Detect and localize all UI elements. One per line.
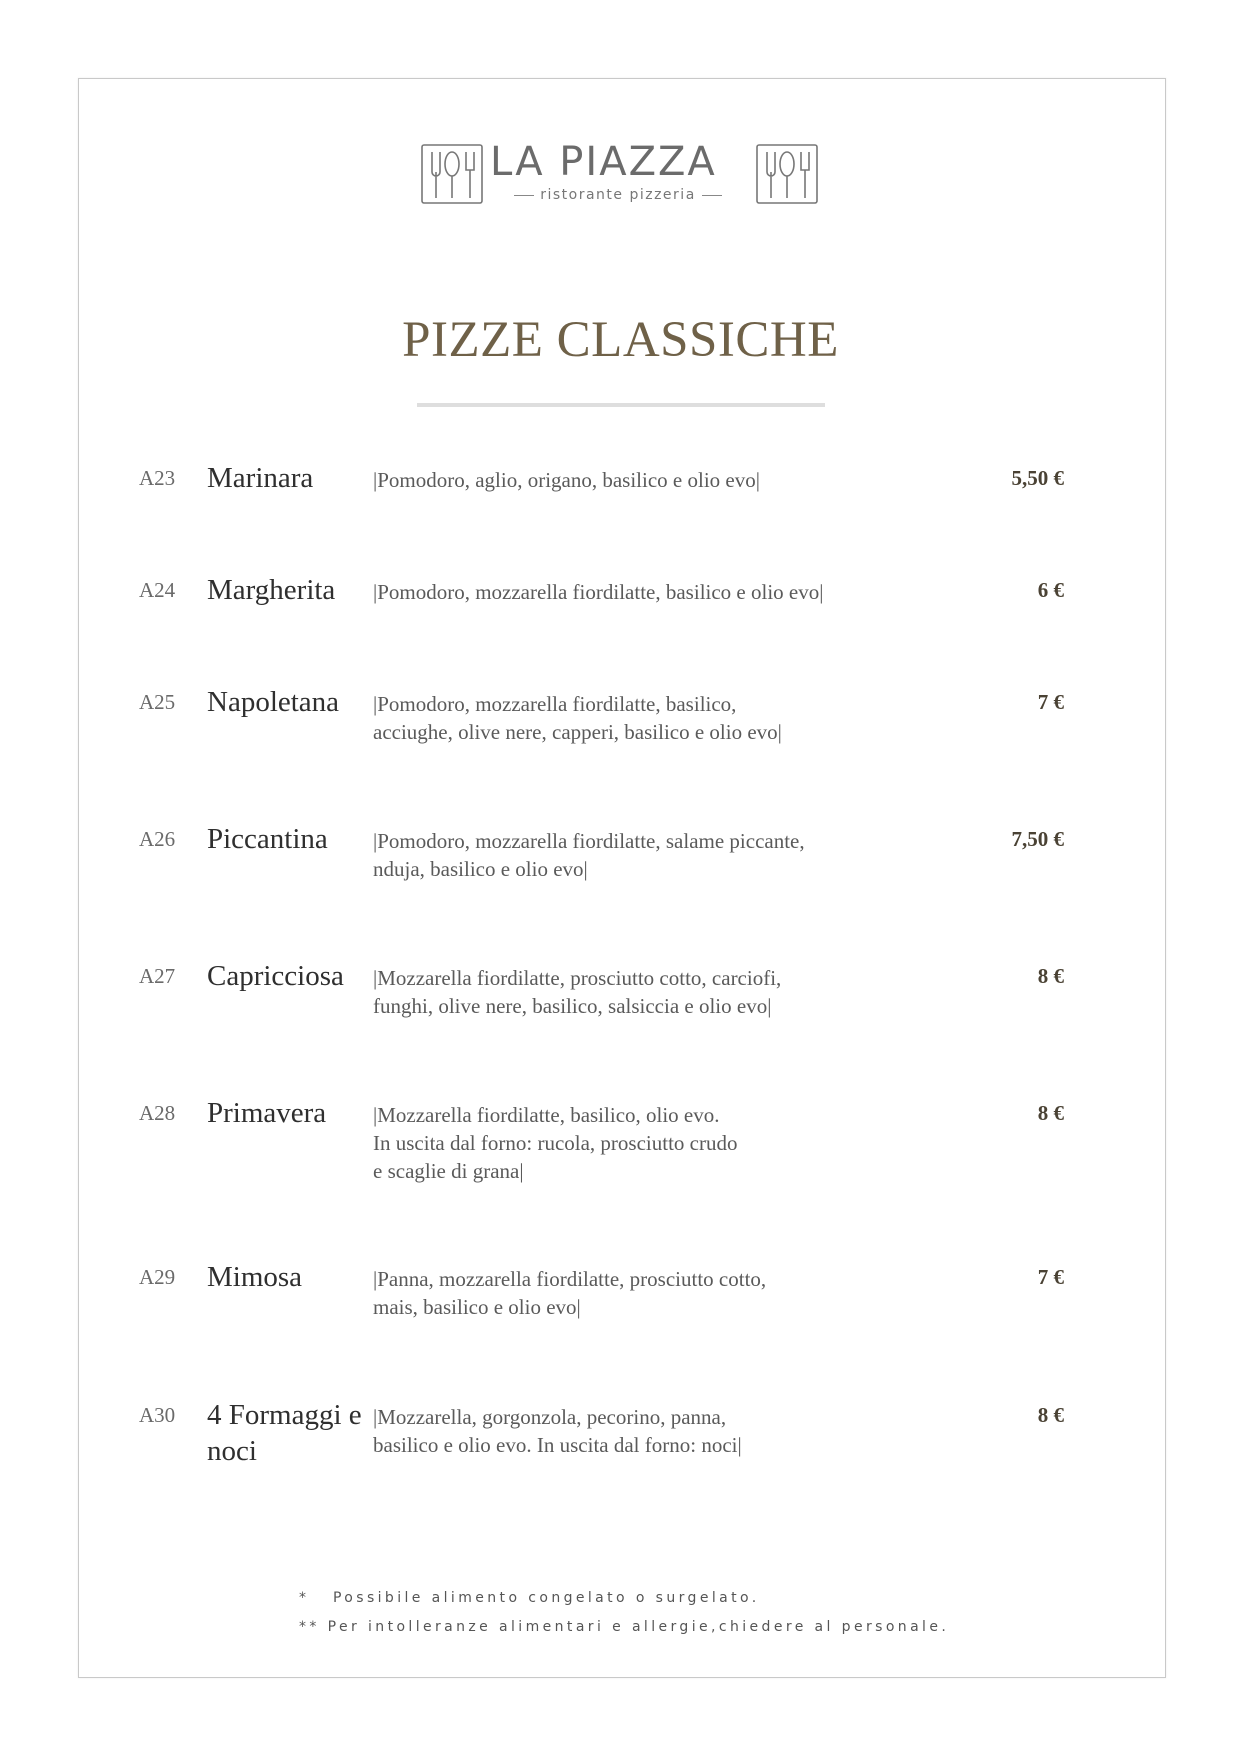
item-name: 4 Formaggi e noci xyxy=(207,1399,362,1467)
logo-subtitle: ristorante pizzeria xyxy=(492,187,744,203)
footnote-frozen: * Possibile alimento congelato o surgelato. xyxy=(299,1590,760,1606)
item-code: A28 xyxy=(139,1101,176,1125)
item-name: Marinara xyxy=(207,462,314,494)
item-code: A26 xyxy=(139,827,176,851)
logo-title: LA PIAZZA xyxy=(490,139,717,185)
item-price: 7,50 € xyxy=(1011,827,1064,851)
item-price: 7 € xyxy=(1037,690,1064,714)
item-price: 8 € xyxy=(1037,1101,1064,1125)
item-description: |Mozzarella, gorgonzola, pecorino, panna, basilico e olio evo. In uscita dal forno: noci| xyxy=(373,1405,742,1457)
item-price: 8 € xyxy=(1037,964,1064,988)
item-code: A30 xyxy=(139,1403,176,1427)
item-name: Primavera xyxy=(207,1097,327,1129)
item-name: Napoletana xyxy=(207,686,340,718)
item-code: A29 xyxy=(139,1265,176,1289)
item-code: A23 xyxy=(139,466,176,490)
item-name: Mimosa xyxy=(207,1261,303,1293)
item-code: A24 xyxy=(139,578,176,602)
item-price: 8 € xyxy=(1037,1403,1064,1427)
restaurant-logo xyxy=(0,139,1241,208)
item-name: Piccantina xyxy=(207,823,328,855)
item-description: |Mozzarella fiordilatte, prosciutto cotto, carciofi, funghi, olive nere, basilico, salsiccia e olio evo| xyxy=(373,966,782,1018)
item-description: |Pomodoro, mozzarella fiordilatte, salame piccante, nduja, basilico e olio evo| xyxy=(373,829,805,881)
footnote-allergies: ** Per intolleranze alimentari e allergie,chiedere al personale. xyxy=(299,1619,950,1635)
item-price: 7 € xyxy=(1037,1265,1064,1289)
footnotes xyxy=(299,1584,949,1642)
item-name: Capricciosa xyxy=(207,960,344,992)
item-description: |Pomodoro, aglio, origano, basilico e olio evo| xyxy=(373,468,760,492)
item-description: |Panna, mozzarella fiordilatte, prosciutto cotto, mais, basilico e olio evo| xyxy=(373,1267,767,1319)
item-description: |Mozzarella fiordilatte, basilico, olio evo. In uscita dal forno: rucola, prosciutto crudo e scaglie di grana| xyxy=(373,1103,738,1183)
item-description: |Pomodoro, mozzarella fiordilatte, basilico, acciughe, olive nere, capperi, basilico e olio evo| xyxy=(373,692,782,744)
page-title: PIZZE CLASSICHE xyxy=(402,312,839,368)
item-code: A27 xyxy=(139,964,176,988)
title-divider xyxy=(417,403,825,407)
item-name: Margherita xyxy=(207,574,336,606)
item-code: A25 xyxy=(139,690,176,714)
item-price: 6 € xyxy=(1037,578,1064,602)
item-price: 5,50 € xyxy=(1011,466,1064,490)
item-description: |Pomodoro, mozzarella fiordilatte, basilico e olio evo| xyxy=(373,580,824,604)
